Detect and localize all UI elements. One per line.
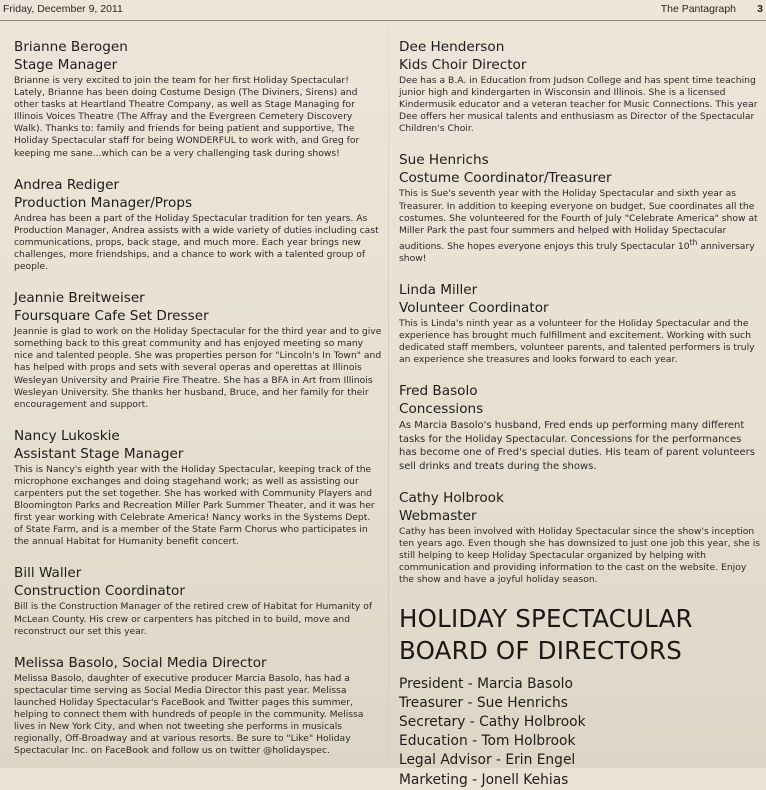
staff-entry bbox=[399, 38, 761, 135]
staff-role: Assistant Stage Manager bbox=[14, 445, 184, 462]
staff-name: Cathy Holbrook bbox=[399, 490, 504, 507]
staff-role: Webmaster bbox=[399, 508, 477, 525]
staff-name: Jeannie Breitweiser bbox=[14, 290, 145, 307]
board-member: Marketing - Jonell Kehias bbox=[399, 771, 569, 788]
staff-entry bbox=[14, 654, 382, 758]
staff-entry bbox=[399, 281, 761, 366]
staff-bio: Melissa Basolo, daughter of executive producer Marcia Basolo, has had a spectacular time serving as Social Media Director this past year. Melissa launched Holiday Spectacular's FaceBook and Twitter pages this summer, helping to connect them with hundreds of people in the community. Melissa lives in New York City, and when not tweeting she performs in musicals regionally, Off-Broadway and at various resorts. Be sure to "Like" Holiday Spectacular Inc. on FaceBook and follow us on twitter @holidayspec. bbox=[14, 672, 364, 757]
page-fold-crease bbox=[388, 24, 389, 764]
staff-entry bbox=[14, 427, 382, 549]
board-member: Legal Advisor - Erin Engel bbox=[399, 752, 576, 769]
staff-entry bbox=[399, 489, 761, 586]
staff-role: Volunteer Coordinator bbox=[399, 300, 549, 317]
issue-date: Friday, December 9, 2011 bbox=[3, 3, 123, 15]
staff-role: Production Manager/Props bbox=[14, 194, 193, 211]
board-member: Treasurer - Sue Henrichs bbox=[399, 694, 568, 711]
staff-role: Stage Manager bbox=[14, 57, 118, 73]
staff-bio: This is Nancy's eighth year with the Holiday Spectacular, keeping track of the microphone exchanges and doing stagehand work; as well as assisting our carpenters put the set together. She has worked with Community Players and Bloomington Parks and Recreation Miller Park Summer Theater, and it was her first year working with Celebrate America! Nancy works in the Systems Dept. of State Farm, and is a member of the State Farm Chorus who participates in the annual Habitat for Humanity benefit concert. bbox=[14, 463, 375, 548]
page-number: 3 bbox=[757, 3, 763, 15]
staff-bio: Jeannie is glad to work on the Holiday Spectacular for the third year and to give something back to this great community and has enjoyed meeting so many nice and talented people. She was properties person for "Lincoln's In Town" and has helped with props and sets with several operas and operettas at Illinois Wesleyan University and Prairie Fire Theatre. She has a BFA in Art from Illinois Wesleyan University. She thanks her husband, Bruce, and her family for their encouragement and support. bbox=[14, 326, 382, 410]
staff-name: Nancy Lukoskie bbox=[14, 427, 120, 444]
ordinal-suffix: th bbox=[689, 237, 698, 247]
board-members-list bbox=[399, 675, 761, 790]
board-of-directors bbox=[399, 603, 761, 790]
staff-name: Bill Waller bbox=[14, 565, 82, 582]
staff-entry bbox=[14, 564, 382, 637]
staff-name: Andrea Rediger bbox=[14, 176, 120, 193]
staff-role: Kids Choir Director bbox=[399, 57, 527, 73]
staff-name: Fred Basolo bbox=[399, 383, 478, 400]
board-title-line1: HOLIDAY SPECTACULAR bbox=[399, 603, 693, 633]
staff-bio bbox=[399, 188, 761, 265]
staff-name: Melissa Basolo, Social Media Director bbox=[14, 654, 267, 671]
staff-bio: Cathy has been involved with Holiday Spectacular since the show's inception ten years ago. Even though she has downsized to just one job this year, she is still helping to keep Holiday Spectacular organized by helping with communication and providing information to the cast on the website. Enjoy the show and have a joyful holiday season. bbox=[399, 526, 761, 586]
staff-name: Dee Henderson bbox=[399, 39, 505, 55]
staff-name: Brianne Berogen bbox=[14, 39, 128, 55]
staff-bio-text: This is Sue's seventh year with the Holiday Spectacular and sixth year as Treasurer. In addition to keeping everyone on budget, Sue coordinates all the costumes. She volunteered for the Fourth of July "Celebrate America" show at Miller Park the past four summers and helped with Holiday Spectacular auditions. She hopes everyone enjoys this truly Spectacular 10 bbox=[399, 188, 758, 252]
staff-bio: Andrea has been a part of the Holiday Spectacular tradition for ten years. As Production Manager, Andrea assists with a wide variety of duties including cast communications, props, back stage, and much more. Each year brings new challenges, more friendships, and a chance to work with a talented group of people. bbox=[14, 212, 379, 273]
board-title-line2: BOARD OF DIRECTORS bbox=[399, 635, 682, 665]
staff-entry bbox=[14, 176, 382, 273]
publication-name: The Pantagraph bbox=[660, 3, 736, 15]
staff-bio: Bill is the Construction Manager of the retired crew of Habitat for Humanity of McLean County. His crew or carpenters has pitched in to build, move and reconstruct our set this year. bbox=[14, 601, 373, 637]
left-column bbox=[14, 38, 382, 773]
staff-bio: Brianne is very excited to join the team for her first Holiday Spectacular! Lately, Brianne has been doing Costume Design (The Diviners, Sirens) and other tasks at Heartland Theatre Company, as well as Stage Managing for Illinois Voices Theatre (The Affray and the Evergreen Cemetery Discovery Walk). Thanks to: family and friends for being patient and supportive, The Holiday Spectacular staff for being WONDERFUL to work with, and Greg for keeping me sane...which can be a very challenging task during shows! bbox=[14, 75, 360, 159]
right-column bbox=[399, 38, 761, 790]
board-member: Education - Tom Holbrook bbox=[399, 733, 576, 750]
staff-entry bbox=[399, 382, 761, 473]
staff-role: Costume Coordinator/Treasurer bbox=[399, 170, 612, 187]
staff-bio: As Marcia Basolo's husband, Fred ends up performing many different tasks for the Holiday Spectacular. Concessions for the performances has become one of Fred's special duties. His team of parent volunteers sell drinks and treats during the shows. bbox=[399, 420, 755, 472]
staff-entry bbox=[399, 151, 761, 265]
staff-bio-tail: anniversary show! bbox=[399, 240, 755, 264]
staff-entry bbox=[14, 289, 382, 411]
page-header bbox=[0, 0, 766, 21]
staff-name: Sue Henrichs bbox=[399, 152, 489, 169]
staff-bio: Dee has a B.A. in Education from Judson College and has spent time teaching junior high and kindergarten in Wisconsin and Illinois. She is a licensed Kindermusik educator and a veteran teacher for Music Connections. This year Dee offers her musical talents and enthusiasm as Director of the Spectacular Children's Choir. bbox=[399, 75, 758, 135]
staff-role: Foursquare Cafe Set Dresser bbox=[14, 308, 209, 325]
staff-role: Construction Coordinator bbox=[14, 583, 185, 600]
board-member: President - Marcia Basolo bbox=[399, 675, 573, 692]
board-member: Secretary - Cathy Holbrook bbox=[399, 713, 586, 730]
staff-role: Concessions bbox=[399, 401, 484, 418]
staff-bio: This is Linda's ninth year as a volunteer for the Holiday Spectacular and the experience has brought much fulfillment and excitement. Working with such dedicated staff members, volunteer parents, and talented performers is truly an experience she treasures and looks forward to each year. bbox=[399, 318, 755, 366]
board-title bbox=[399, 603, 761, 667]
staff-name: Linda Miller bbox=[399, 282, 478, 299]
staff-entry bbox=[14, 38, 382, 160]
